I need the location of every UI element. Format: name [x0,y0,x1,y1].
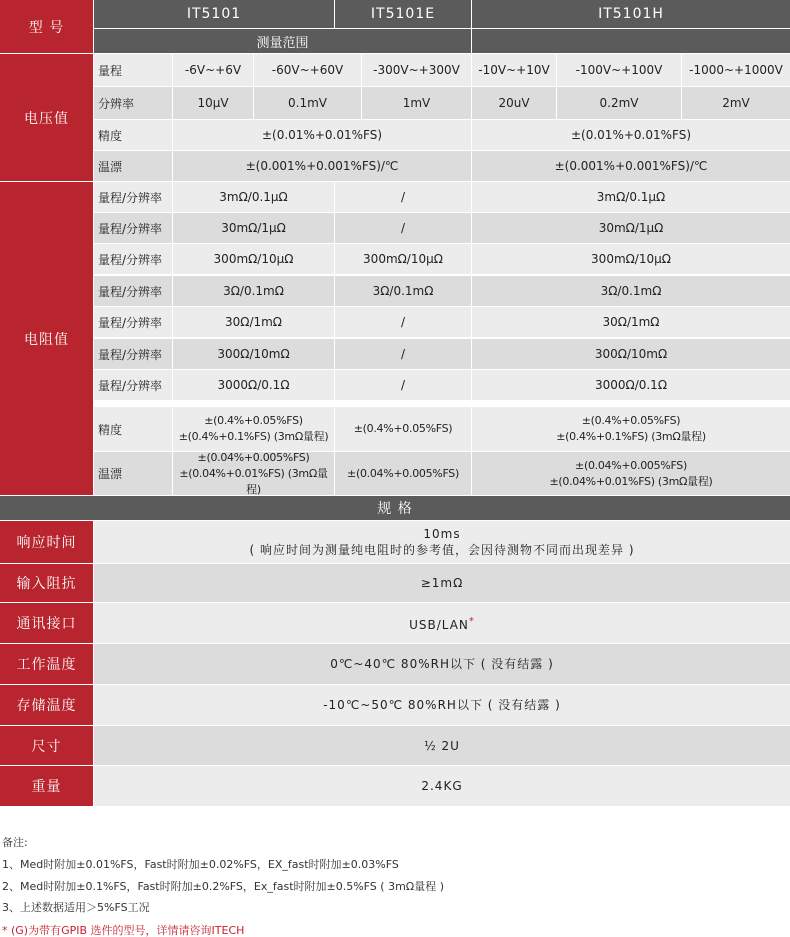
note-line: 1、Med时附加±0.01%FS，Fast时附加±0.02%FS，EX_fast时附加±0.03%FS [2,858,399,871]
resistance-row-label: 量程/分辨率 [94,307,172,337]
note-line: 3、上述数据适用＞5%FS工况 [2,901,150,914]
resistance-cell: 3000Ω/0.1Ω [472,370,790,400]
spec-label: 输入阻抗 [0,564,93,602]
voltage-resolution-cell: 0.1mV [254,87,361,119]
resistance-accuracy-line: ±(0.4%+0.1%FS) (3mΩ量程) [178,430,329,443]
spec-value [94,521,790,563]
spec-value [94,603,790,643]
spec-value-line [330,656,554,672]
voltage-range-cell: -100V~+100V [557,54,681,86]
resistance-cell: 30Ω/1mΩ [173,307,334,337]
spec-label: 尺寸 [0,726,93,765]
voltage-resolution-cell: 1mV [362,87,471,119]
resistance-cell: 3mΩ/0.1μΩ [173,182,334,212]
spec-value-text: ≥1mΩ [420,576,464,590]
resistance-accuracy-line: ±(0.4%+0.05%FS) [204,414,303,427]
resistance-accuracy-label: 精度 [94,407,172,451]
voltage-resolution-cell: 2mV [682,87,790,119]
resistance-row-label: 量程/分辨率 [94,339,172,369]
spec-value [94,564,790,602]
measure-range-header: 测量范围 [94,29,471,53]
resistance-cell: / [335,182,471,212]
resistance-cell: / [335,339,471,369]
voltage-range-label: 量程 [94,54,172,86]
voltage-drift-label: 温漂 [94,151,172,181]
spec-value-line [323,697,561,713]
resistance-cell: 300Ω/10mΩ [472,339,790,369]
voltage-range-cell: -1000~+1000V [682,54,790,86]
resistance-row-label: 量程/分辨率 [94,213,172,243]
spec-value-text: 10ms [423,527,461,541]
voltage-range-cell: -300V~+300V [362,54,471,86]
voltage-range-cell: -6V~+6V [173,54,253,86]
voltage-range-cell: -60V~+60V [254,54,361,86]
spec-label: 通讯接口 [0,603,93,643]
resistance-section-label: 电阻值 [0,182,93,495]
spec-value [94,685,790,725]
voltage-drift-cell: ±(0.001%+0.001%FS)/℃ [173,151,471,181]
gpib-footnote: * (G)为带有GPIB 选件的型号，详情请咨询ITECH [2,924,245,937]
resistance-drift-line: ±(0.04%+0.005%FS) [575,458,687,472]
resistance-row-label: 量程/分辨率 [94,370,172,400]
resistance-drift-cell [173,452,334,495]
voltage-resolution-cell: 10μV [173,87,253,119]
spec-value [94,766,790,806]
resistance-drift-cell: ±(0.04%+0.005%FS) [335,452,471,495]
voltage-accuracy-cell: ±(0.01%+0.01%FS) [173,120,471,150]
resistance-cell: 30mΩ/1μΩ [173,213,334,243]
spec-value-note: ( 响应时间为测量纯电阻时的参考值，会因待测物不同而出现差异 ) [249,543,635,557]
spec-value-text: ½ 2U [424,738,460,753]
resistance-row-label: 量程/分辨率 [94,276,172,306]
resistance-cell: 30Ω/1mΩ [472,307,790,337]
note-line: 2、Med时附加±0.1%FS，Fast时附加±0.2%FS，Ex_fast时附加±0.5%FS ( 3mΩ量程 ) [2,880,444,893]
resistance-drift-line: ±(0.04%+0.005%FS) [197,450,310,464]
resistance-cell: / [335,307,471,337]
voltage-resolution-cell: 20uV [472,87,556,119]
voltage-drift-cell: ±(0.001%+0.001%FS)/℃ [472,151,790,181]
spec-value-line [424,738,460,754]
spec-label: 响应时间 [0,521,93,563]
spec-value-line [421,778,462,794]
spec-value-text: -10℃~50℃ 80%RH以下 ( 没有结露 ) [323,698,561,712]
gpib-star-marker: * [468,615,475,627]
resistance-cell: 3000Ω/0.1Ω [173,370,334,400]
resistance-cell: 3Ω/0.1mΩ [173,276,334,306]
notes-title: 备注: [2,836,28,849]
spec-value-line [421,575,464,591]
spec-header: 规 格 [0,496,790,520]
resistance-cell: 300Ω/10mΩ [173,339,334,369]
voltage-resolution-label: 分辨率 [94,87,172,119]
resistance-drift-cell [472,452,790,495]
spec-label: 重量 [0,766,93,806]
resistance-cell: 300mΩ/10μΩ [472,244,790,274]
resistance-accuracy-line: ±(0.4%+0.1%FS) (3mΩ量程) [556,430,706,443]
resistance-cell: 300mΩ/10μΩ [173,244,334,274]
resistance-cell: / [335,213,471,243]
resistance-row-label: 量程/分辨率 [94,182,172,212]
resistance-cell: 30mΩ/1μΩ [472,213,790,243]
model-it5101h: IT5101H [472,0,790,28]
measure-range-header-blank [472,29,790,53]
voltage-range-cell: -10V~+10V [472,54,556,86]
model-header-label: 型 号 [0,0,93,53]
resistance-cell: 3mΩ/0.1μΩ [472,182,790,212]
model-it5101: IT5101 [94,0,334,28]
spec-label: 工作温度 [0,644,93,684]
model-it5101e: IT5101E [335,0,471,28]
resistance-cell: / [335,370,471,400]
voltage-resolution-cell: 0.2mV [557,87,681,119]
spec-value-line [423,526,460,542]
spec-value-text: 2.4KG [421,779,463,793]
resistance-accuracy-cell [173,407,334,451]
spec-value-text: USB/LAN [409,617,469,632]
spec-value [94,726,790,765]
resistance-row-label: 量程/分辨率 [94,244,172,274]
spec-label: 存储温度 [0,685,93,725]
resistance-cell: 3Ω/0.1mΩ [335,276,471,306]
resistance-cell: 3Ω/0.1mΩ [472,276,790,306]
spec-value-line [409,614,475,633]
voltage-accuracy-cell: ±(0.01%+0.01%FS) [472,120,790,150]
spec-value [94,644,790,684]
spec-value-text: 0℃~40℃ 80%RH以下 ( 没有结露 ) [330,657,554,671]
resistance-drift-line: ±(0.04%+0.01%FS) (3mΩ量程) [179,466,328,496]
resistance-drift-label: 温漂 [94,452,172,495]
resistance-cell: 300mΩ/10μΩ [335,244,471,274]
voltage-accuracy-label: 精度 [94,120,172,150]
resistance-accuracy-line: ±(0.4%+0.05%FS) [581,414,681,427]
resistance-accuracy-cell: ±(0.4%+0.05%FS) [335,407,471,451]
voltage-section-label: 电压值 [0,54,93,181]
resistance-drift-line: ±(0.04%+0.01%FS) (3mΩ量程) [549,474,713,488]
resistance-accuracy-cell [472,407,790,451]
